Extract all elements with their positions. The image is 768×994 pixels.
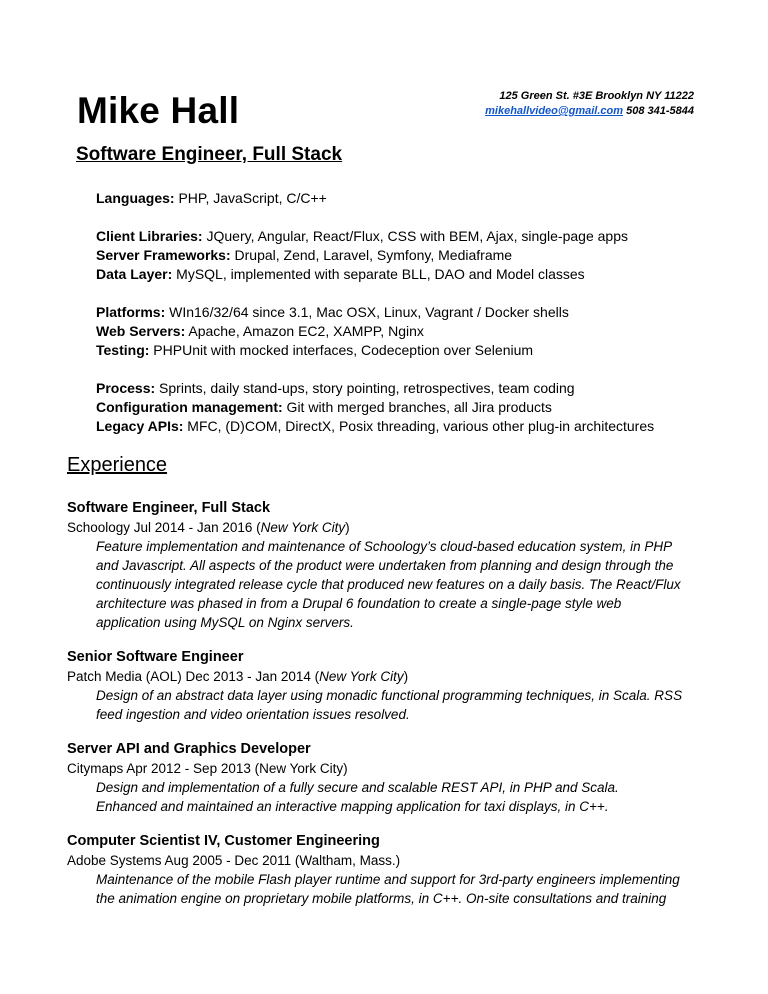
job-entry	[67, 831, 707, 908]
skill-line-data	[96, 265, 654, 284]
skill-label: Process:	[96, 380, 156, 396]
skill-label: Web Servers:	[96, 323, 186, 339]
skill-value: WIn16/32/64 since 3.1, Mac OSX, Linux, Vagrant / Docker shells	[165, 304, 569, 320]
skill-value: JQuery, Angular, React/Flux, CSS with BEM, Ajax, single-page apps	[202, 228, 628, 244]
skills-group-stack	[96, 227, 654, 284]
job-entry	[67, 498, 707, 632]
candidate-name: Mike Hall	[77, 90, 240, 131]
job-description-line: feed ingestion and video orientation issues resolved.	[96, 707, 410, 722]
skill-label: Legacy APIs:	[96, 418, 184, 434]
skills-group-process	[96, 379, 654, 436]
job-location: New York City	[319, 669, 404, 684]
skill-label: Client Libraries:	[96, 228, 203, 244]
skill-label: Configuration management:	[96, 399, 283, 415]
job-meta	[67, 667, 707, 686]
job-description	[67, 686, 707, 724]
skill-line-process	[96, 379, 654, 398]
skill-line-client	[96, 227, 654, 246]
job-description-line: architecture was phased in from a Drupal 6 foundation to create a single-page style web	[96, 596, 622, 611]
job-title: Software Engineer, Full Stack	[67, 500, 271, 516]
skill-label: Testing:	[96, 342, 150, 358]
skill-value: Git with merged branches, all Jira products	[282, 399, 552, 415]
skill-line-web	[96, 322, 654, 341]
skill-line-legacy	[96, 417, 654, 436]
job-title: Computer Scientist IV, Customer Engineering	[67, 833, 380, 849]
address: 125 Green St. #3E Brooklyn NY 11222	[499, 90, 694, 102]
skill-value: Sprints, daily stand-ups, story pointing, retrospectives, team coding	[155, 380, 575, 396]
job-description	[67, 778, 707, 816]
job-meta-close: )	[403, 669, 409, 684]
job-description-line: the animation engine on proprietary mobile platforms, in C++. On-site consultations and training	[96, 891, 667, 906]
job-description-line: Enhanced and maintained an interactive mapping application for taxi displays, in C++.	[96, 799, 609, 814]
skill-value: Drupal, Zend, Laravel, Symfony, Mediaframe	[230, 247, 513, 263]
skill-label: Platforms:	[96, 304, 166, 320]
skill-label: Data Layer:	[96, 266, 173, 282]
job-description	[67, 537, 707, 632]
job-location: New York City	[260, 520, 346, 535]
job-description-line: Design and implementation of a fully secure and scalable REST API, in PHP and Scala.	[96, 780, 619, 795]
skill-line-platforms	[96, 303, 654, 322]
skill-line-config	[96, 398, 654, 417]
skills-section	[96, 189, 654, 455]
job-meta-close: )	[345, 520, 350, 535]
job-title: Senior Software Engineer	[67, 649, 244, 665]
job-description-line: Design of an abstract data layer using monadic functional programming techniques, in Scala. RSS	[96, 688, 683, 703]
job-meta: Citymaps Apr 2012 - Sep 2013 (New York City)	[67, 761, 348, 776]
job-entry	[67, 647, 707, 724]
skill-value: PHP, JavaScript, C/C++	[174, 190, 327, 206]
skill-line-testing	[96, 341, 654, 360]
skill-line-languages	[96, 189, 654, 208]
job-description-line: Feature implementation and maintenance of Schoology’s cloud-based education system, in PHP	[96, 539, 673, 554]
job-company-dates: Schoology Jul 2014 - Jan 2016 (	[67, 520, 261, 535]
experience-list	[67, 498, 707, 923]
skill-value: MFC, (D)COM, DirectX, Posix threading, various other plug-in architectures	[183, 418, 655, 434]
experience-heading: Experience	[67, 454, 168, 476]
job-meta	[67, 518, 707, 537]
job-meta: Adobe Systems Aug 2005 - Dec 2011 (Waltham, Mass.)	[67, 853, 401, 868]
skill-label: Server Frameworks:	[96, 247, 231, 263]
skill-value: MySQL, implemented with separate BLL, DAO and Model classes	[172, 266, 585, 282]
skill-line-server	[96, 246, 654, 265]
job-subtitle: Software Engineer, Full Stack	[76, 144, 343, 165]
job-description	[67, 870, 707, 908]
job-description-line: and Javascript. All aspects of the product were undertaken from planning and design through the	[96, 558, 674, 573]
skills-group-infra	[96, 303, 654, 360]
job-entry	[67, 739, 707, 816]
job-description-line: Maintenance of the mobile Flash player runtime and support for 3rd-party engineers implementing	[96, 872, 680, 887]
contact-info	[485, 89, 694, 119]
skills-group-languages	[96, 189, 654, 208]
phone: 508 341-5844	[626, 105, 694, 117]
skill-label: Languages:	[96, 190, 175, 206]
email-phone-line	[485, 104, 694, 119]
job-description-line: application using MySQL on Nginx servers.	[96, 615, 354, 630]
skill-value: Apache, Amazon EC2, XAMPP, Nginx	[185, 323, 424, 339]
job-company-dates: Patch Media (AOL) Dec 2013 - Jan 2014 (	[67, 669, 320, 684]
email-link[interactable]: mikehallvideo@gmail.com	[485, 105, 624, 117]
job-description-line: continuously integrated release cycle that produced new features on a daily basis. The React/Flux	[96, 577, 681, 592]
skill-value: PHPUnit with mocked interfaces, Codeception over Selenium	[149, 342, 534, 358]
job-title: Server API and Graphics Developer	[67, 741, 311, 757]
